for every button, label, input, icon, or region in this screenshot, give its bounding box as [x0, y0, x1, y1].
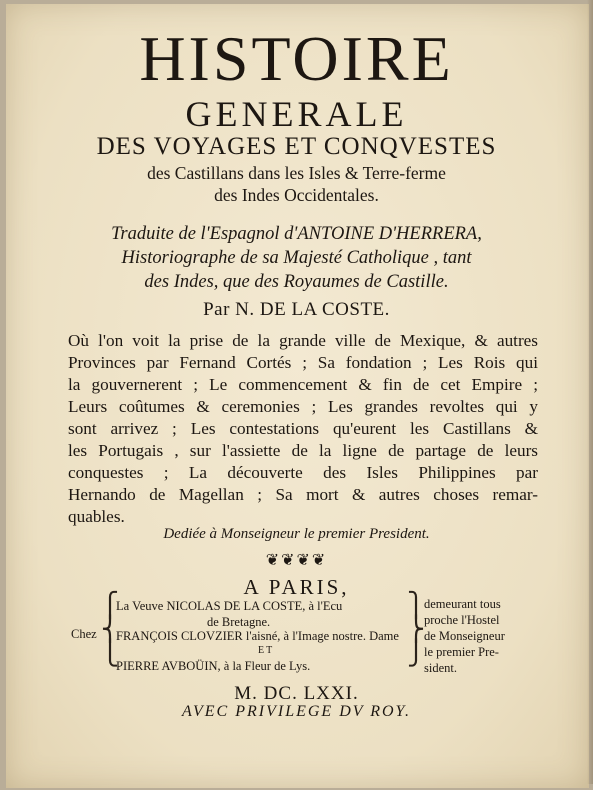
publisher-chez-label: Chez	[71, 627, 97, 641]
printers-ornament: ❦❦❦❦	[265, 552, 328, 569]
description-line: les Portugais , sur l'assiette de la ligne de partage de leurs	[68, 441, 538, 460]
address-line-1: demeurant tous	[424, 597, 501, 611]
address-line-5: sident.	[424, 661, 457, 675]
description-line: sont arrivez ; Les contestations qu'eurent les Castillans &	[68, 419, 538, 438]
translation-line-3: des Indes, que des Royaumes de Castille.	[144, 272, 449, 292]
title-line-generale: GENERALE	[185, 94, 408, 134]
publisher-et: ET	[258, 645, 275, 656]
title-line-voyages: DES VOYAGES ET CONQVESTES	[96, 133, 497, 160]
dedication-line: Dediée à Monseigneur le premier President.	[163, 526, 430, 542]
right-brace-middle-icon: ⎬	[407, 617, 425, 643]
left-brace-middle-icon: ⎨	[101, 617, 119, 643]
royal-privilege: AVEC PRIVILEGE DV ROY.	[182, 703, 411, 720]
description-line: conquestes ; La découverte des Isles Philippines par	[68, 463, 538, 482]
right-brace-top-icon: ⎫	[407, 593, 425, 619]
description-line: Provinces par Fernand Cortés ; Sa fondation ; Les Rois qui	[68, 353, 538, 372]
left-brace-top-icon: ⎧	[101, 593, 119, 619]
publisher-2: FRANÇOIS CLOVZIER l'aisné, à l'Image nostre. Dame	[116, 629, 399, 643]
imprint-date: M. DC. LXXI.	[234, 683, 359, 704]
left-brace-bottom-icon: ⎩	[101, 641, 119, 667]
translation-line-1: Traduite de l'Espagnol d'ANTOINE D'HERRERA,	[111, 224, 482, 244]
translation-line-2: Historiographe de sa Majesté Catholique , tant	[121, 248, 472, 268]
address-line-4: le premier Pre-	[424, 645, 499, 659]
address-line-3: de Monseigneur	[424, 629, 505, 643]
description-line: Leurs coûtumes & ceremonies ; Les grandes revoltes qui y	[68, 397, 538, 416]
description-line: la gouvernerent ; Le commencement & fin de cet Empire ;	[68, 375, 538, 394]
imprint-place: A PARIS,	[243, 575, 350, 599]
address-line-2: proche l'Hostel	[424, 613, 500, 627]
publisher-3: PIERRE AVBOÜIN, à la Fleur de Lys.	[116, 659, 311, 673]
publisher-1-line-1: La Veuve NICOLAS DE LA COSTE, à l'Ecu	[116, 599, 343, 613]
description-line: Hernando de Magellan ; Sa mort & autres choses remar-	[68, 485, 538, 504]
description-line: Où l'on voit la prise de la grande ville de Mexique, & autres	[68, 331, 538, 350]
publisher-1-line-2: de Bretagne.	[207, 615, 271, 629]
author-line: Par N. DE LA COSTE.	[203, 299, 390, 320]
description-line: quables.	[68, 507, 125, 526]
subtitle-line-indes: des Indes Occidentales.	[214, 185, 379, 205]
right-brace-bottom-icon: ⎭	[407, 641, 425, 667]
subtitle-line-castillans: des Castillans dans les Isles & Terre-ferme	[147, 163, 446, 183]
title-line-histoire: HISTOIRE	[139, 23, 454, 94]
